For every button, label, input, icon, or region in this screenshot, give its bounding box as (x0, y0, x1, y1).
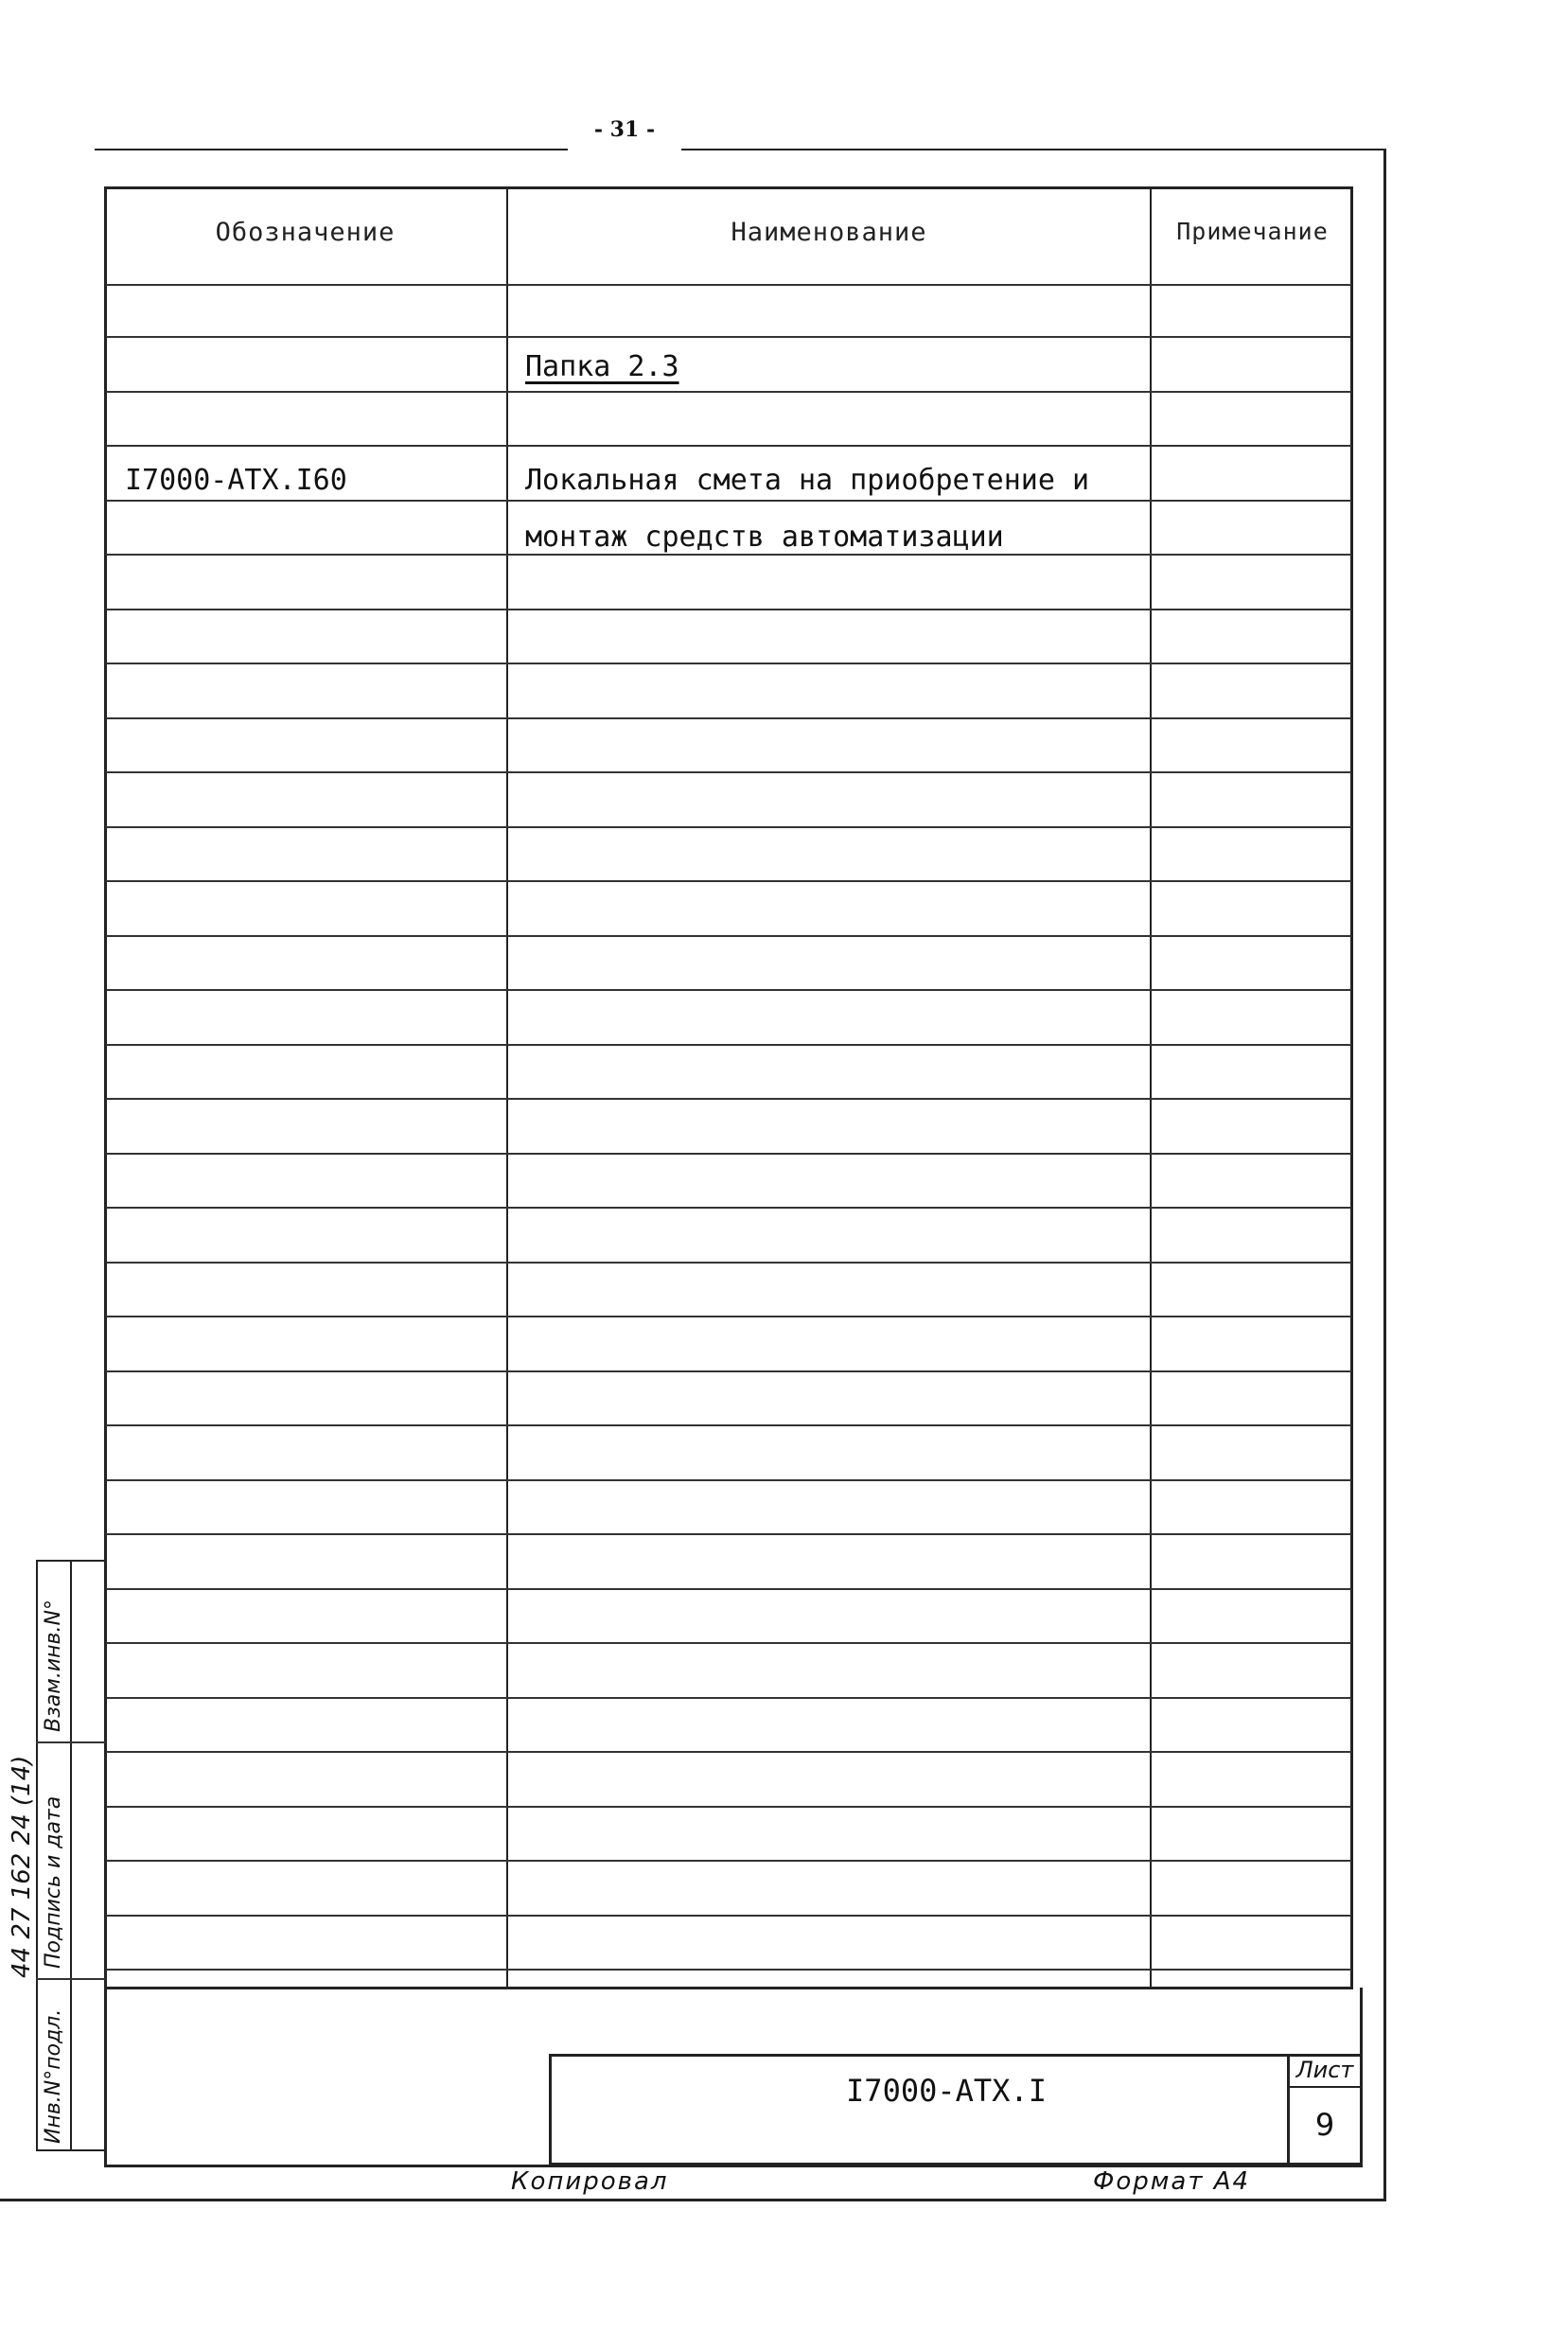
table-rule (106, 1751, 1351, 1753)
table-rule (106, 663, 1351, 664)
table-rule (106, 1153, 1351, 1155)
frame-right-edge (1383, 149, 1386, 2201)
table-rule (106, 554, 1351, 556)
table-rule (106, 1969, 1351, 1971)
top-rule-right (681, 149, 1386, 150)
handwritten-inventory: 44 27 162 24 (14) (8, 1755, 36, 1978)
sidebar-sep-1 (36, 1741, 106, 1743)
table-rule (106, 1370, 1351, 1372)
table-rule (106, 1915, 1351, 1917)
table-rule (106, 826, 1351, 828)
table-rule (106, 1479, 1351, 1481)
table-rule (106, 1207, 1351, 1209)
sidebar-sep-2 (36, 1978, 106, 1980)
table-rule (106, 1533, 1351, 1535)
table-rule (106, 717, 1351, 719)
table-rule (106, 935, 1351, 937)
table-rule (106, 1860, 1351, 1862)
table-rule (106, 1588, 1351, 1590)
header-note: Примечание (1176, 218, 1329, 245)
column-divider-2 (1150, 186, 1152, 1989)
table-rule (106, 445, 1351, 447)
sidebar-label-inv-orig: Инв.N°подл. (42, 2008, 65, 2144)
footer-format: Формат А4 (1093, 2167, 1251, 2196)
frame-bottom-edge (0, 2199, 1386, 2201)
sheet-number: 9 (1314, 2107, 1335, 2143)
table-rule (106, 284, 1351, 286)
document-code: I7000-ATX.I (846, 2073, 1047, 2109)
sidebar-label-replace-inv: Взам.инв.N° (42, 1600, 65, 1732)
table-rule (106, 336, 1351, 338)
table-rule (106, 1642, 1351, 1644)
table-rule (106, 989, 1351, 991)
table-rule (106, 1262, 1351, 1264)
table-rule (106, 1697, 1351, 1699)
sidebar-label-signature: Подпись и дата (42, 1795, 65, 1969)
header-designation: Обозначение (215, 218, 396, 247)
table-rule (106, 1098, 1351, 1100)
specification-table (104, 186, 1353, 1989)
column-divider-1 (506, 186, 508, 1989)
top-rule-left (95, 149, 568, 150)
table-row-4-name: монтаж средств автоматизации (525, 521, 1004, 554)
sheet-label: Лист (1289, 2054, 1361, 2088)
table-row-3-designation: I7000-ATX.I60 (125, 464, 347, 497)
table-rule (106, 1316, 1351, 1317)
title-block-stamp (549, 2054, 1363, 2165)
table-rule (106, 1424, 1351, 1426)
page-number: - 31 - (593, 117, 656, 142)
header-name: Наименование (731, 218, 927, 247)
table-rule (106, 1044, 1351, 1046)
table-rule (106, 609, 1351, 610)
table-rule (106, 880, 1351, 882)
table-rule (106, 500, 1351, 502)
table-row-3-name: Локальная смета на приобретение и (525, 464, 1090, 497)
table-row-1-name: Папка 2.3 (525, 350, 679, 383)
table-rule (106, 771, 1351, 773)
footer-copied: Копировал (511, 2167, 669, 2196)
table-rule (106, 1806, 1351, 1808)
table-rule (106, 391, 1351, 393)
